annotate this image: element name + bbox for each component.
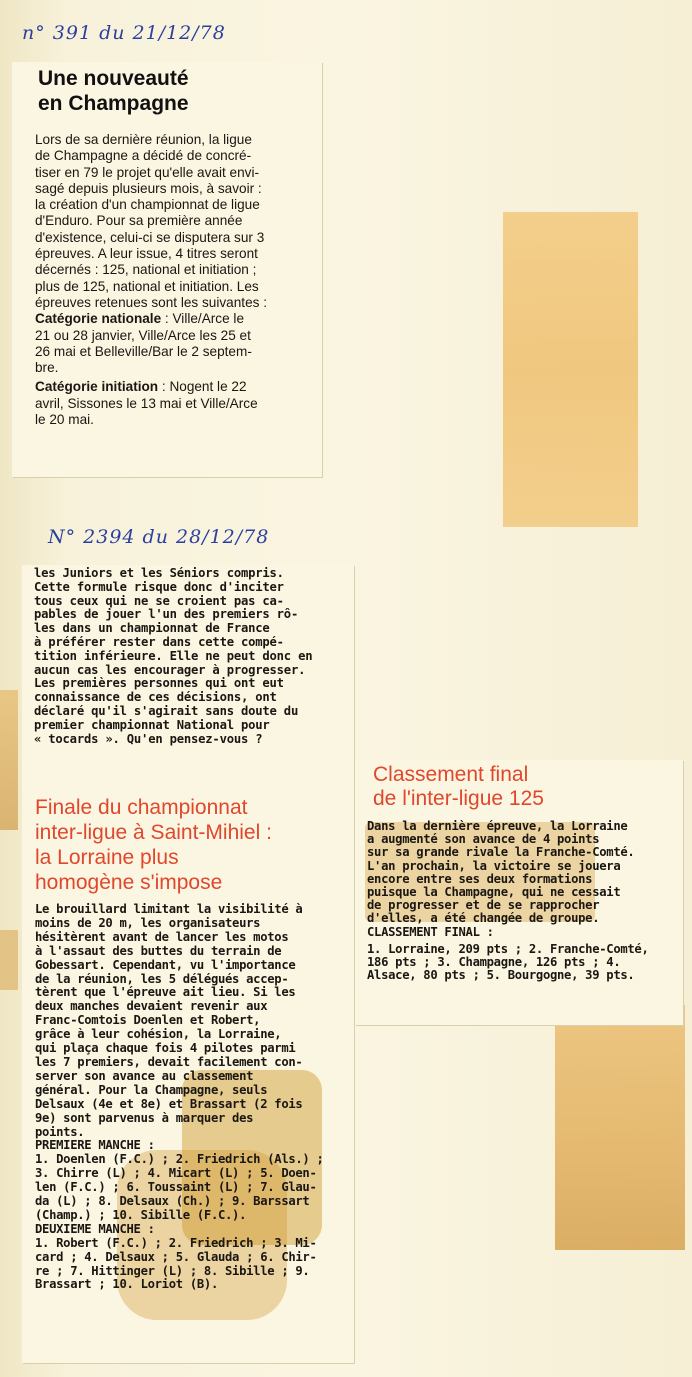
text-line: décernés : 125, national et initiation ; [35,262,257,278]
text-line: tous ceux qui ne se croient pas ca- [34,594,284,608]
text-line: Brassart ; 10. Loriot (B). [35,1278,218,1292]
paragraph-cat-initiation [35,379,329,428]
text-line: 1. Lorraine, 209 pts ; 2. Franche-Comté, [367,942,649,956]
section-heading: DEUXIEME MANCHE : [35,1222,155,1236]
text-line: 9e) sont parvenus à marquer des [35,1111,254,1125]
text-line: : Nogent le 22 [158,379,247,395]
text-line: hésitèrent avant de lancer les motos [35,930,289,944]
text-line: (Champ.) ; 10. Sibille (F.C.). [35,1208,247,1222]
text-line: deux manches devaient revenir aux [35,1000,268,1014]
article-title [373,763,673,811]
clipping-classement-final [355,760,683,1025]
title-line: Une nouveauté [38,67,189,90]
text-line: Delsaux (4e et 8e) et Brassart (2 fois [35,1097,303,1111]
paragraph-1 [35,132,329,311]
text-line: Cette formule risque donc d'inciter [34,580,284,594]
text-line: de progresser et de se rapprocher [367,899,600,913]
text-line: d'elles, a été changée de groupe. [367,912,600,926]
text-line: à l'assaut des buttes du terrain de [35,944,282,958]
tape-strip-top [503,212,638,527]
text-line: avril, Sissones le 13 mai et Ville/Arce [35,395,258,411]
article-body [35,132,329,428]
title-line: Finale du championnat [35,796,248,819]
text-line: card ; 4. Delsaux ; 5. Glauda ; 6. Chir- [35,1250,317,1264]
text-line: pables de jouer l'un des premiers rô- [34,608,299,622]
text-line: da (L) ; 8. Delsaux (Ch.) ; 9. Barssart [35,1195,310,1209]
text-line: de Champagne a décidé de concré- [35,148,252,164]
text-line: d'existence, celui-ci se disputera sur 3 [35,229,265,245]
text-line: « tocards ». Qu'en pensez-vous ? [34,732,263,746]
text-line: len (F.C.) ; 6. Toussaint (L) ; 7. Glau- [35,1181,317,1195]
text-line: 186 pts ; 3. Champagne, 126 pts ; 4. [367,956,621,970]
text-line: 1. Robert (F.C.) ; 2. Friedrich ; 3. Mi- [35,1236,317,1250]
title-line: homogène s'impose [35,871,223,894]
text-line: grâce à leur cohésion, la Lorraine, [35,1028,282,1042]
text-line: : Ville/Arce le [161,311,245,327]
text-line: 26 mai et Belleville/Bar le 2 septem- [35,343,252,359]
text-line: bre. [35,360,59,376]
text-line: déclaré qu'il s'agirait sans doute du [34,704,299,718]
text-line: premier championnat National pour [34,718,270,732]
category-label: Catégorie nationale [35,311,162,327]
section-heading: PREMIERE MANCHE : [35,1139,155,1153]
paragraph-cat-nationale [35,311,329,376]
title-line: Classement final [373,763,529,786]
text-line: le 20 mai. [35,412,94,428]
article-title [35,795,351,895]
text-line: server son avance au classement [35,1069,254,1083]
text-line: tition inférieure. Elle ne peut donc en [34,649,313,663]
clipping-champagne [12,62,322,477]
text-line: les dans un championnat de France [34,622,270,636]
text-line: Les premières personnes qui ont eut [34,677,284,691]
text-line: les Juniors et les Séniors compris. [34,567,284,580]
text-line: encore entre ses deux formations [367,872,593,886]
text-line: connaissance de ces décisions, ont [34,691,277,705]
handwritten-note-1: n° 391 du 21/12/78 [22,22,226,44]
text-line: 3. Chirre (L) ; 4. Micart (L) ; 5. Doen- [35,1167,317,1181]
text-line: aucun cas les encourager à progresser. [34,663,306,677]
text-line: épreuves retenues sont les suivantes : [35,294,267,310]
text-line: à préférer rester dans cette compé- [34,635,284,649]
handwritten-note-2: N° 2394 du 28/12/78 [48,526,270,548]
tape-strip-left [0,690,18,830]
title-line: inter-ligue à Saint-Mihiel : [35,821,272,844]
text-line: L'an prochain, la victoire se jouera [367,859,621,873]
text-line: moins de 20 m, les organisateurs [35,916,261,930]
text-line: qui plaça chaque fois 4 pilotes parmi [35,1042,296,1056]
title-line: de l'inter-ligue 125 [373,787,544,810]
title-line: la Lorraine plus [35,846,179,869]
text-line: Lors de sa dernière réunion, la ligue [35,132,252,147]
text-line: d'Enduro. Pour sa première année [35,213,243,229]
clipping-saint-mihiel [22,565,354,1363]
text-line: épreuves. A leur issue, 4 titres seront [35,246,258,262]
text-line: 21 ou 28 janvier, Ville/Arce les 25 et [35,327,251,343]
article-body [35,903,353,1292]
text-line: Le brouillard limitant la visibilité à [35,903,303,916]
tape-strip-left-small [0,930,18,990]
text-line: sagé depuis plusieurs mois, à savoir : [35,180,262,196]
article-body [367,820,679,982]
text-line: tiser en 79 le projet qu'elle avait envi- [35,164,259,180]
article-title [38,66,189,116]
text-line: de la réunion, les 5 délégués accep- [35,972,289,986]
tape-strip-bottom [555,1005,685,1250]
text-line: plus de 125, national et initiation. Les [35,278,259,294]
text-line: puisque la Champagne, qui ne cessait [367,886,621,900]
text-line: re ; 7. Hittinger (L) ; 8. Sibille ; 9. [35,1264,310,1278]
text-line: Alsace, 80 pts ; 5. Bourgogne, 39 pts. [367,969,635,983]
section-heading: CLASSEMENT FINAL : [367,925,494,939]
article-intro [34,567,350,746]
text-line: sur sa grande rivale la Franche-Comté. [367,846,635,860]
text-line: Franc-Comtois Doenlen et Robert, [35,1014,261,1028]
text-line: points. [35,1125,85,1139]
text-line: général. Pour la Champagne, seuls [35,1083,268,1097]
text-line: les 7 premiers, devait facilement con- [35,1055,303,1069]
text-line: 1. Doenlen (F.C.) ; 2. Friedrich (Als.) ; [35,1153,324,1167]
category-label: Catégorie initiation [35,379,159,395]
title-line: en Champagne [38,92,189,115]
text-line: Dans la dernière épreuve, la Lorraine [367,820,628,833]
text-line: Gobessart. Cependant, vu l'importance [35,958,296,972]
text-line: a augmenté son avance de 4 points [367,833,600,847]
text-line: tèrent que l'épreuve ait lieu. Si les [35,986,296,1000]
text-line: la création d'un championnat de ligue [35,197,260,213]
